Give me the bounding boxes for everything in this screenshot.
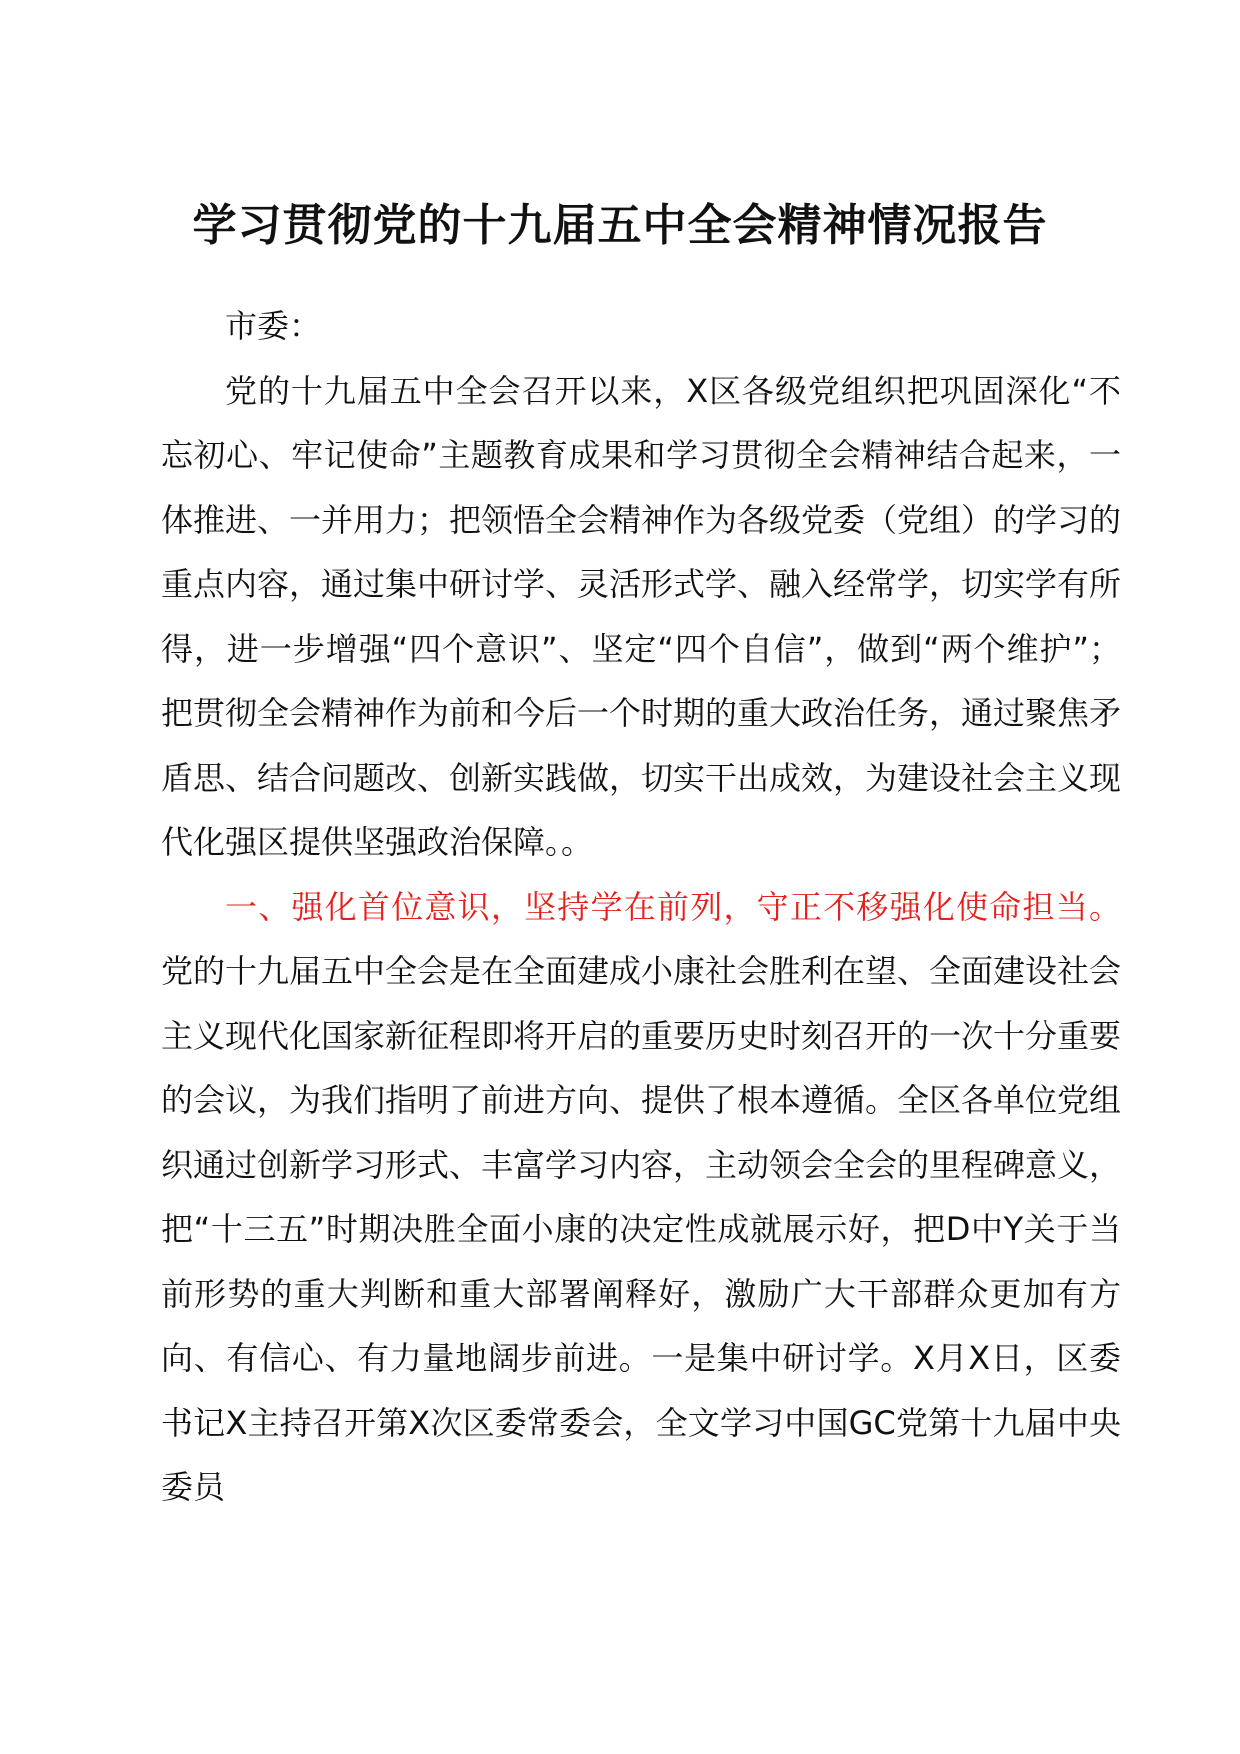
section-1-text: 党的十九届五中全会是在全面建成小康社会胜利在望、全面建设社会主义现代化国家新征程即将开启的重要历史时刻召开的一次十分重要的会议，为我们指明了前进方向、提供了根本遵循。全区各单位党组织通过创新学习形式、丰富学习内容，主动领会全会的里程碑意义，把“十三五”时期决胜全面小康的决定性成就展示好，把D中Y关于当前形势的重大判断和重大部署阐释好，激励广大干部群众更加有方向、有信心、有力量地阔步前进。一是集中研讨学。X月X日，区委书记X主持召开第X次区委常委会，全文学习中国GC党第十九届中央委员 [161,952,1122,1506]
paragraph-intro: 党的十九届五中全会召开以来，X区各级党组织把巩固深化“不忘初心、牢记使命”主题教育成果和学习贯彻全会精神结合起来，一体推进、一并用力；把领悟全会精神作为各级党委（党组）的学习的重点内容，通过集中研讨学、灵活形式学、融入经常学，切实学有所得，进一步增强“四个意识”、坚定“四个自信”，做到“两个维护”；把贯彻全会精神作为前和今后一个时期的重大政治任务，通过聚焦矛盾思、结合问题改、创新实践做，切实干出成效，为建设社会主义现代化强区提供坚强政治保障。。 [161,371,1122,861]
document-body [161,294,1121,1520]
document-title: 学习贯彻党的十九届五中全会精神情况报告 [192,200,1048,251]
section-1-heading: 一、强化首位意识，坚持学在前列，守正不移强化使命担当。 [225,887,1121,926]
salutation: 市委： [225,307,322,345]
paragraph-section-1 [161,875,1121,1520]
